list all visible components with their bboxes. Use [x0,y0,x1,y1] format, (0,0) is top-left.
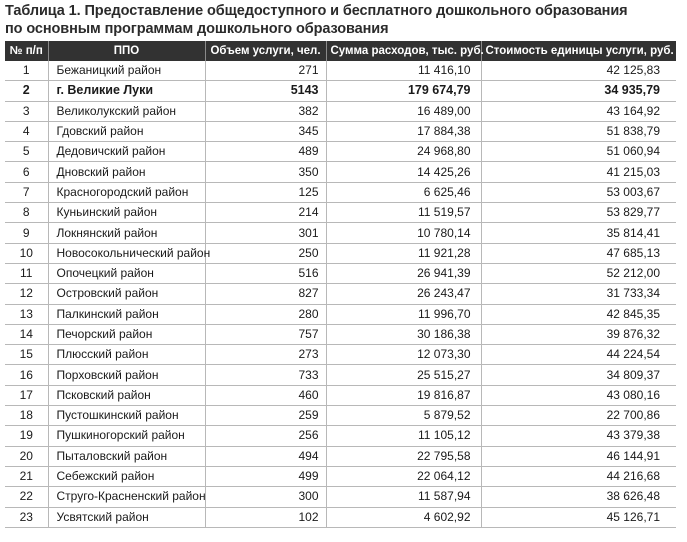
cell-sum: 22 064,12 [326,466,481,486]
cell-cost: 46 144,91 [481,446,676,466]
cell-cost: 44 224,54 [481,345,676,365]
table-caption [5,2,682,38]
table-row [5,284,676,304]
cell-num: 3 [5,101,48,121]
cell-sum: 19 816,87 [326,385,481,405]
cell-sum: 16 489,00 [326,101,481,121]
table-header [5,41,676,61]
table-row [5,487,676,507]
table-row [5,243,676,263]
cell-cost: 43 164,92 [481,101,676,121]
cell-volume: 250 [205,243,326,263]
cell-num: 11 [5,263,48,283]
cell-volume: 382 [205,101,326,121]
cell-ppo-name: Печорский район [48,324,205,344]
cell-cost: 34 935,79 [481,81,676,101]
cell-cost: 51 060,94 [481,142,676,162]
cell-cost: 43 080,16 [481,385,676,405]
cell-volume: 280 [205,304,326,324]
table-row [5,162,676,182]
cell-num: 13 [5,304,48,324]
cell-sum: 26 243,47 [326,284,481,304]
cell-num: 17 [5,385,48,405]
caption-line-1: Таблица 1. Предоставление общедоступного и бесплатного дошкольного образования [5,3,628,19]
cell-num: 7 [5,182,48,202]
cell-sum: 11 921,28 [326,243,481,263]
cell-cost: 45 126,71 [481,507,676,527]
table-row [5,324,676,344]
table-row [5,263,676,283]
cell-sum: 179 674,79 [326,81,481,101]
cell-num: 6 [5,162,48,182]
cell-volume: 499 [205,466,326,486]
cell-cost: 42 125,83 [481,61,676,81]
cell-volume: 5143 [205,81,326,101]
caption-line-2: по основным программам дошкольного образования [5,21,389,37]
cell-ppo-name: Куньинский район [48,203,205,223]
table-row [5,142,676,162]
cell-cost: 22 700,86 [481,406,676,426]
table-row [5,466,676,486]
cell-sum: 11 996,70 [326,304,481,324]
table-row [5,223,676,243]
cell-num: 22 [5,487,48,507]
cell-sum: 11 416,10 [326,61,481,81]
cell-cost: 53 003,67 [481,182,676,202]
data-table [5,41,676,528]
cell-cost: 51 838,79 [481,121,676,141]
table-row [5,81,676,101]
cell-ppo-name: Островский район [48,284,205,304]
cell-ppo-name: Пустошкинский район [48,406,205,426]
cell-cost: 42 845,35 [481,304,676,324]
cell-volume: 301 [205,223,326,243]
cell-cost: 53 829,77 [481,203,676,223]
cell-num: 18 [5,406,48,426]
cell-volume: 516 [205,263,326,283]
cell-ppo-name: Порховский район [48,365,205,385]
cell-num: 4 [5,121,48,141]
cell-num: 20 [5,446,48,466]
cell-sum: 26 941,39 [326,263,481,283]
cell-ppo-name: Себежский район [48,466,205,486]
cell-cost: 34 809,37 [481,365,676,385]
cell-cost: 38 626,48 [481,487,676,507]
cell-ppo-name: Новосокольнический район [48,243,205,263]
header-volume: Объем услуги, чел. [205,41,326,61]
cell-cost: 47 685,13 [481,243,676,263]
table-row [5,385,676,405]
cell-volume: 259 [205,406,326,426]
cell-cost: 41 215,03 [481,162,676,182]
table-row [5,101,676,121]
cell-volume: 489 [205,142,326,162]
cell-ppo-name: Плюсский район [48,345,205,365]
cell-volume: 757 [205,324,326,344]
cell-sum: 17 884,38 [326,121,481,141]
cell-sum: 10 780,14 [326,223,481,243]
cell-volume: 271 [205,61,326,81]
cell-num: 19 [5,426,48,446]
table-body [5,61,676,527]
cell-num: 9 [5,223,48,243]
cell-sum: 14 425,26 [326,162,481,182]
cell-num: 15 [5,345,48,365]
cell-volume: 350 [205,162,326,182]
cell-cost: 52 212,00 [481,263,676,283]
cell-ppo-name: Дедовичский район [48,142,205,162]
cell-ppo-name: Красногородский район [48,182,205,202]
cell-sum: 24 968,80 [326,142,481,162]
header-cost: Стоимость единицы услуги, руб. [481,41,676,61]
cell-ppo-name: Великолукский район [48,101,205,121]
table-row [5,304,676,324]
cell-num: 8 [5,203,48,223]
header-sum: Сумма расходов, тыс. руб. [326,41,481,61]
cell-num: 12 [5,284,48,304]
table-row [5,121,676,141]
cell-num: 2 [5,81,48,101]
cell-ppo-name: Палкинский район [48,304,205,324]
cell-volume: 345 [205,121,326,141]
cell-volume: 827 [205,284,326,304]
cell-ppo-name: Дновский район [48,162,205,182]
cell-sum: 11 587,94 [326,487,481,507]
cell-ppo-name: Струго-Красненский район [48,487,205,507]
header-row [5,41,676,61]
cell-cost: 35 814,41 [481,223,676,243]
cell-volume: 733 [205,365,326,385]
cell-sum: 11 105,12 [326,426,481,446]
header-num: № п/п [5,41,48,61]
cell-sum: 12 073,30 [326,345,481,365]
cell-sum: 6 625,46 [326,182,481,202]
cell-volume: 460 [205,385,326,405]
cell-ppo-name: Гдовский район [48,121,205,141]
cell-ppo-name: Усвятский район [48,507,205,527]
table-row [5,507,676,527]
header-ppo: ППО [48,41,205,61]
cell-volume: 273 [205,345,326,365]
cell-num: 14 [5,324,48,344]
cell-ppo-name: Опочецкий район [48,263,205,283]
cell-volume: 125 [205,182,326,202]
cell-cost: 44 216,68 [481,466,676,486]
cell-ppo-name: Пыталовский район [48,446,205,466]
table-row [5,365,676,385]
cell-sum: 22 795,58 [326,446,481,466]
cell-cost: 43 379,38 [481,426,676,446]
table-row [5,61,676,81]
cell-num: 16 [5,365,48,385]
cell-sum: 30 186,38 [326,324,481,344]
cell-cost: 39 876,32 [481,324,676,344]
cell-volume: 494 [205,446,326,466]
cell-volume: 214 [205,203,326,223]
table-row [5,345,676,365]
cell-num: 1 [5,61,48,81]
table-row [5,426,676,446]
cell-sum: 11 519,57 [326,203,481,223]
cell-sum: 5 879,52 [326,406,481,426]
cell-num: 23 [5,507,48,527]
cell-volume: 102 [205,507,326,527]
table-row [5,203,676,223]
cell-ppo-name: Локнянский район [48,223,205,243]
table-row [5,406,676,426]
cell-num: 5 [5,142,48,162]
cell-num: 21 [5,466,48,486]
table-row [5,182,676,202]
cell-ppo-name: г. Великие Луки [48,81,205,101]
cell-volume: 300 [205,487,326,507]
cell-cost: 31 733,34 [481,284,676,304]
cell-sum: 4 602,92 [326,507,481,527]
cell-volume: 256 [205,426,326,446]
cell-num: 10 [5,243,48,263]
cell-ppo-name: Бежаницкий район [48,61,205,81]
table-row [5,446,676,466]
cell-ppo-name: Псковский район [48,385,205,405]
cell-ppo-name: Пушкиногорский район [48,426,205,446]
cell-sum: 25 515,27 [326,365,481,385]
